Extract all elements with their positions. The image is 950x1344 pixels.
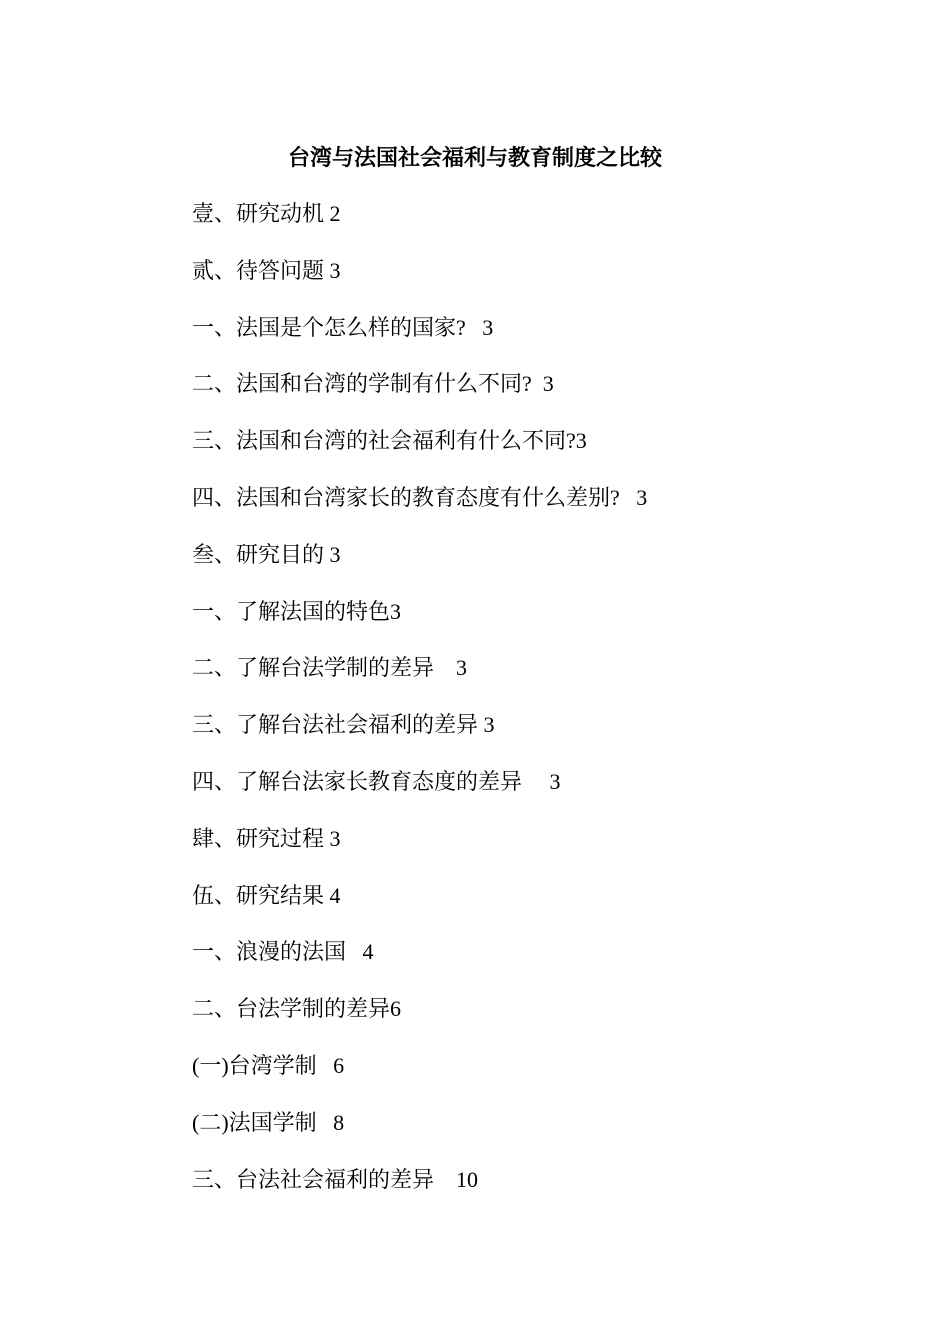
toc-entry: 二、法国和台湾的学制有什么不同? 3 bbox=[192, 371, 554, 397]
toc-entry: 伍、研究结果 4 bbox=[192, 882, 341, 908]
toc-entry: 三、法国和台湾的社会福利有什么不同?3 bbox=[192, 428, 587, 454]
toc-entry: 一、了解法国的特色3 bbox=[192, 598, 402, 624]
toc-entry: 四、了解台法家长教育态度的差异 3 bbox=[192, 768, 561, 794]
toc-entry: 肆、研究过程 3 bbox=[192, 825, 341, 851]
toc-entry: 一、法国是个怎么样的国家? 3 bbox=[192, 314, 494, 340]
toc-entry: 一、浪漫的法国 4 bbox=[192, 939, 374, 965]
toc-entry: (一)台湾学制 6 bbox=[192, 1052, 345, 1078]
toc-entry: 二、台法学制的差异6 bbox=[192, 996, 402, 1022]
table-of-contents bbox=[192, 199, 647, 1221]
toc-entry: 三、台法社会福利的差异 10 bbox=[192, 1166, 479, 1192]
toc-entry: 贰、待答问题 3 bbox=[192, 257, 341, 283]
toc-entry: 壹、研究动机 2 bbox=[192, 201, 341, 226]
toc-entry: (二)法国学制 8 bbox=[192, 1109, 345, 1135]
document-title: 台湾与法国社会福利与教育制度之比较 bbox=[287, 145, 662, 170]
toc-entry: 叁、研究目的 3 bbox=[192, 541, 341, 567]
toc-entry: 二、了解台法学制的差异 3 bbox=[192, 655, 468, 681]
toc-entry: 四、法国和台湾家长的教育态度有什么差别? 3 bbox=[192, 484, 648, 510]
toc-entry: 三、了解台法社会福利的差异 3 bbox=[192, 712, 495, 738]
